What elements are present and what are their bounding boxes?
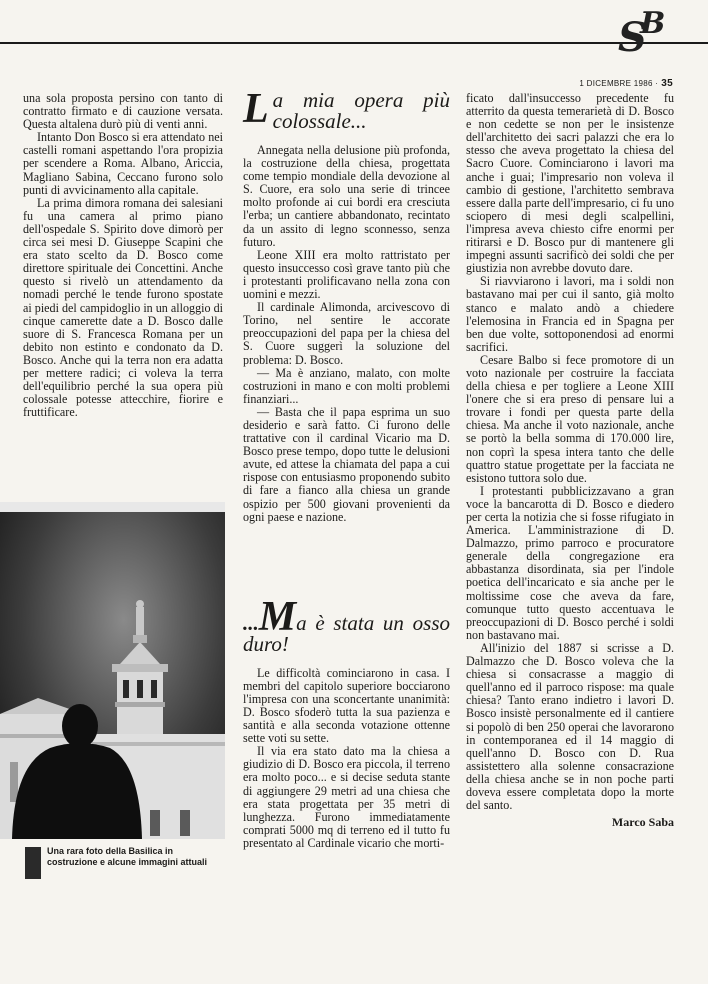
paragraph: una sola proposta persino con tanto di contratto firmato e di cauzione versata. Questa altalena durò più di venti anni. (23, 91, 223, 132)
paragraph: — Ma è anziano, malato, con molte costruzioni in mano e con molti problemi finanziari... (243, 365, 450, 406)
paragraph: ficato dall'insuccesso precedente fu atterrito da questa temerarietà di D. Bosco e non cedette se non per le insistenze dell'architetto dei sacri palazzi che era lo stesso che aveva progettato la chiesa del Sacro Cuore. Cominciarono i lavori ma anche i guai; l'impresario non voleva il cambio di gestione, l'architetto sembrava essere dalla parte dell'impresario, ci fu uno sciopero di mesi degli scalpellini, l'impresa aveva chiesto cifre enormi per ritirarsi e D. Bosco pur di mantenere gli impegni assunti sacrificò dei soldi che per giustizia non avrebbe dovuto dare. (466, 91, 674, 276)
paragraph: Il via era stato dato ma la chiesa a giudizio di D. Bosco era piccola, il terreno era molto poco... e si decise seduta stante di aggiungere 29 metri ad una chiesa che era stata progettata per 35 metri di lunghezza. Furono immediatamente comprati 5000 mq di terreno ed il tutto fu presentato al Cardinale vicario che morti- (243, 744, 450, 850)
paragraph: — Basta che il papa esprima un suo desiderio e sarà fatto. Ci furono delle trattative con il cardinal Vicario ma D. Bosco prese tempo, dopo tutte le delusioni avute, ed attese la chiamata del papa a cui rispose con entusiasmo proponendo subito di fare a fianco alla chiesa un grande ospizio per 500 giovani provenienti da ogni paese e nazione. (243, 404, 450, 524)
header-rule (0, 42, 708, 44)
page-number: 35 (661, 78, 673, 89)
dateline (579, 78, 673, 89)
heading-ellipsis: ... (243, 610, 259, 635)
paragraph: Leone XIII era molto rattristato per questo insuccesso così grave tanto più che i protestanti prolificavano nella zona con uomini e mezzi. (243, 247, 450, 302)
paragraph: Si riavviarono i lavori, ma i soldi non bastavano mai per cui il santo, già molto stanco e malato andò a chiedere l'elemosina in Francia ed in Spagna per ben due volte, sottoponendosi ad enormi sacrifici. (466, 274, 674, 354)
paragraph: Il cardinale Alimonda, arcivescovo di Torino, nel sentire le accorate preoccupazioni del papa per la chiesa del S. Cuore suggerì la soluzione del problema: D. Bosco. (243, 300, 450, 367)
paragraph: Intanto Don Bosco si era attendato nei castelli romani aspettando l'ora propizia per scendere a Roma. Albano, Ariccia, Magliano Sabina, Ceccano furono solo punti di avvicinamento alla capitale. (23, 130, 223, 197)
basilica-photo (0, 502, 225, 839)
heading-text: a mia opera più colossale... (272, 88, 450, 133)
paragraph: Annegata nella delusione più profonda, la costruzione della chiesa, progettata come tempio mondiale della devozione al S. Cuore, era solo una serie di trincee molto profonde ai cui bordi era cresciuta l'erba; un cantiere abbandonato, recintato da un assito di legno sconnesso, senza futuro. (243, 143, 450, 249)
photo-caption (25, 846, 223, 868)
paragraph: Cesare Balbo si fece promotore di un voto nazionale per costruire la facciata della chiesa e per togliere a Leone XIII l'onere che si era preso di pensare lui a trovare i fondi per questa parte della chiesa. Ma anche il voto nazionale, anche se portò la bella somma di 170.000 lire, non coprì la spesa intera tanto che delle quattro statue progettate per la facciata ne esistono tuttora solo due. (466, 352, 674, 485)
section-heading-2 (243, 593, 450, 656)
column-2 (243, 84, 450, 850)
paragraph: I protestanti pubblicizzavano a gran voce la bancarotta di D. Bosco e diedero per certa la notizia che si fosse rifugiato in America. L'amministrazione di D. Dalmazzo, primo parroco e procuratore generale della congregazione era abbastanza disordinata, sia per l'indole poetica dell'incaricato e sia anche per le moltissime cose che aveva da fare, comunque tutto questo accentuava le preoccupazioni di D. Bosco perché i soldi non bastavano mai. (466, 483, 674, 642)
logo-letter-s: S (618, 14, 647, 61)
heading-drop-initial: L (243, 86, 269, 132)
column-3 (466, 92, 674, 829)
column-1 (23, 92, 223, 419)
caption-text: Una rara foto della Basilica in costruzione e alcune immagini attuali (47, 846, 208, 867)
issue-date: 1 DICEMBRE 1986 · (579, 79, 659, 88)
paragraph: Le difficoltà cominciarono in casa. I membri del capitolo superiore bocciarono l'impresa con una sconcertante unanimità: D. Bosco sfoderò tutta la sua pazienza e santità e alla seconda votazione ottenne sette voti su sette. (243, 665, 450, 746)
caption-marker (25, 847, 41, 879)
heading-drop-initial: M (258, 593, 297, 640)
section-heading-1 (243, 86, 450, 133)
author-signature: Marco Saba (611, 815, 674, 830)
heading-text: a è stata un osso duro! (243, 610, 450, 656)
logo-letter-b: B (640, 6, 666, 41)
paragraph: All'inizio del 1887 si scrisse a D. Dalmazzo che D. Bosco voleva che la chiesa si consacrasse a maggio di quell'anno ed il parroco rispose: ma quale chiesa? Tanto erano indietro i lavori D. Bosco insistè personalmente ed il cantiere si popolò di ben 250 operai che lavorarono in contemporanea ed il 14 maggio di quell'anno D. Bosco con D. Rua assistettero alla solenne consacrazione della chiesa anche se in non poche parti doveva essere completata dopo la morte del santo. (466, 640, 674, 813)
paragraph: La prima dimora romana dei salesiani fu una camera al primo piano dell'ospedale S. Spirito dove dimorò per circa sei mesi D. Giuseppe Scapini che era stato scelto da D. Bosco come direttore spirituale dei Concettini. Anche questo si rivelò un attendamento da nomadi perché le tende furono spostate ai piedi del campidoglio in un alloggio di cinque camerette date a D. Bosco dalle suore di S. Francesca Romana per un debito non estinto e condonato da D. Bosco. Anche qui la terra non era adatta per mettere radici; ci voleva la terra dell'equilibrio perché la sua opera più colossale potesse attecchire, fiorire e fruttificare. (23, 195, 223, 420)
